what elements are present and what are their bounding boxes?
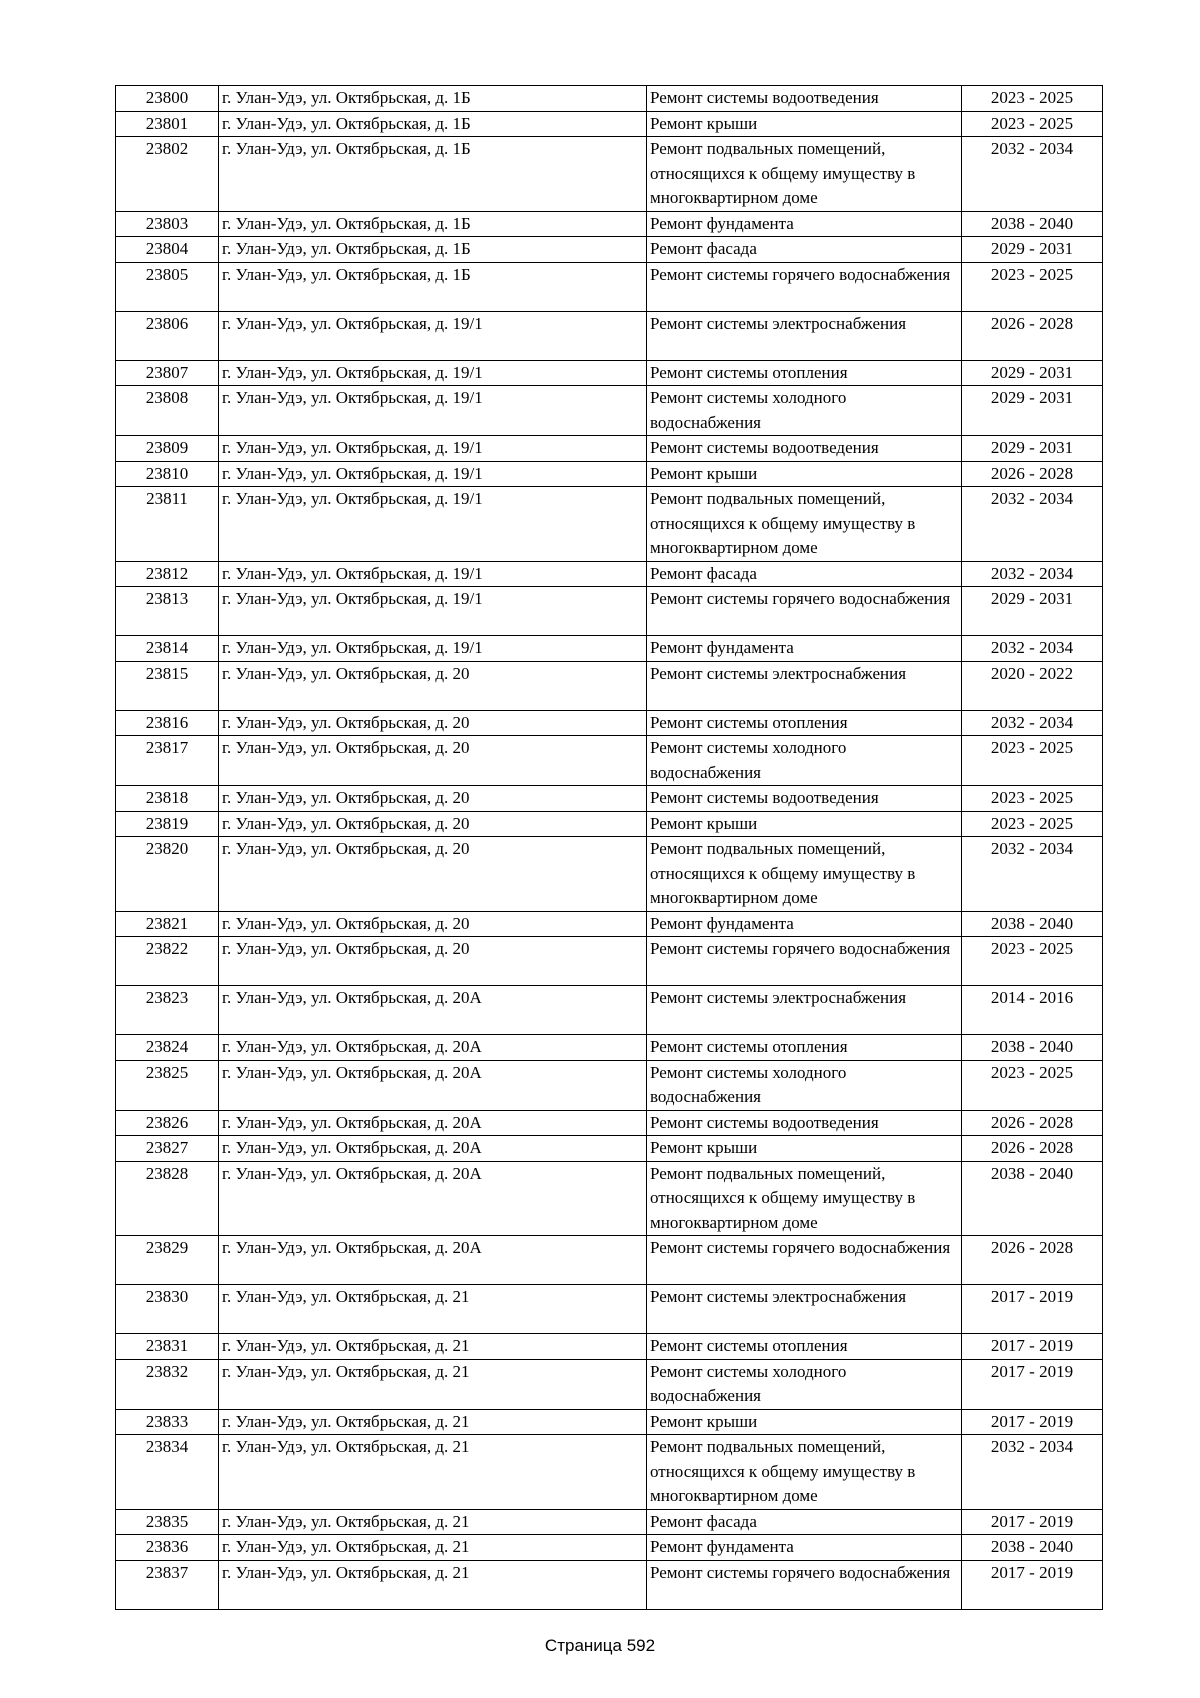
- row-address: г. Улан-Удэ, ул. Октябрьская, д. 19/1: [219, 360, 647, 386]
- row-address: г. Улан-Удэ, ул. Октябрьская, д. 20: [219, 786, 647, 812]
- row-period: 2026 - 2028: [962, 311, 1103, 360]
- row-number: 23807: [116, 360, 219, 386]
- row-period: 2017 - 2019: [962, 1409, 1103, 1435]
- row-period: 2017 - 2019: [962, 1509, 1103, 1535]
- table-body: [116, 86, 1103, 1610]
- row-address: г. Улан-Удэ, ул. Октябрьская, д. 21: [219, 1285, 647, 1334]
- row-period: 2017 - 2019: [962, 1285, 1103, 1334]
- row-period: 2032 - 2034: [962, 561, 1103, 587]
- row-work-type: Ремонт системы холодного водоснабжения: [647, 386, 962, 436]
- row-work-type: Ремонт фасада: [647, 1509, 962, 1535]
- table-row: [116, 262, 1103, 311]
- row-number: 23813: [116, 587, 219, 636]
- table-row: [116, 1409, 1103, 1435]
- row-period: 2023 - 2025: [962, 111, 1103, 137]
- table-row: [116, 360, 1103, 386]
- table-row: [116, 1035, 1103, 1061]
- row-work-type: Ремонт системы электроснабжения: [647, 986, 962, 1035]
- row-work-type: Ремонт системы отопления: [647, 1334, 962, 1360]
- table-row: [116, 1435, 1103, 1510]
- row-period: 2032 - 2034: [962, 137, 1103, 212]
- row-address: г. Улан-Удэ, ул. Октябрьская, д. 20: [219, 736, 647, 786]
- row-number: 23829: [116, 1236, 219, 1285]
- row-work-type: Ремонт фундамента: [647, 211, 962, 237]
- row-work-type: Ремонт фундамента: [647, 636, 962, 662]
- row-address: г. Улан-Удэ, ул. Октябрьская, д. 20: [219, 710, 647, 736]
- row-period: 2038 - 2040: [962, 211, 1103, 237]
- row-work-type: Ремонт системы горячего водоснабжения: [647, 587, 962, 636]
- row-period: 2029 - 2031: [962, 587, 1103, 636]
- row-work-type: Ремонт системы электроснабжения: [647, 661, 962, 710]
- row-address: г. Улан-Удэ, ул. Октябрьская, д. 19/1: [219, 587, 647, 636]
- table-row: [116, 786, 1103, 812]
- row-number: 23836: [116, 1535, 219, 1561]
- row-work-type: Ремонт фасада: [647, 561, 962, 587]
- row-address: г. Улан-Удэ, ул. Октябрьская, д. 19/1: [219, 436, 647, 462]
- row-period: 2038 - 2040: [962, 911, 1103, 937]
- row-number: 23827: [116, 1136, 219, 1162]
- row-number: 23804: [116, 237, 219, 263]
- row-number: 23817: [116, 736, 219, 786]
- row-work-type: Ремонт системы холодного водоснабжения: [647, 1359, 962, 1409]
- table-row: [116, 1285, 1103, 1334]
- table-row: [116, 986, 1103, 1035]
- row-work-type: Ремонт системы холодного водоснабжения: [647, 1060, 962, 1110]
- row-period: 2014 - 2016: [962, 986, 1103, 1035]
- table-row: [116, 311, 1103, 360]
- row-period: 2017 - 2019: [962, 1334, 1103, 1360]
- row-number: 23810: [116, 461, 219, 487]
- row-address: г. Улан-Удэ, ул. Октябрьская, д. 19/1: [219, 636, 647, 662]
- row-work-type: Ремонт подвальных помещений, относящихся к общему имуществу в многоквартирном доме: [647, 487, 962, 562]
- row-address: г. Улан-Удэ, ул. Октябрьская, д. 1Б: [219, 237, 647, 263]
- row-number: 23806: [116, 311, 219, 360]
- table-row: [116, 736, 1103, 786]
- row-address: г. Улан-Удэ, ул. Октябрьская, д. 20А: [219, 986, 647, 1035]
- row-address: г. Улан-Удэ, ул. Октябрьская, д. 20: [219, 937, 647, 986]
- row-number: 23802: [116, 137, 219, 212]
- row-period: 2023 - 2025: [962, 1060, 1103, 1110]
- row-work-type: Ремонт фасада: [647, 237, 962, 263]
- row-address: г. Улан-Удэ, ул. Октябрьская, д. 20А: [219, 1161, 647, 1236]
- table-row: [116, 1535, 1103, 1561]
- row-number: 23809: [116, 436, 219, 462]
- table-row: [116, 137, 1103, 212]
- row-number: 23820: [116, 837, 219, 912]
- row-address: г. Улан-Удэ, ул. Октябрьская, д. 20А: [219, 1110, 647, 1136]
- row-period: 2017 - 2019: [962, 1359, 1103, 1409]
- table-row: [116, 911, 1103, 937]
- row-period: 2026 - 2028: [962, 1110, 1103, 1136]
- row-address: г. Улан-Удэ, ул. Октябрьская, д. 21: [219, 1409, 647, 1435]
- row-work-type: Ремонт подвальных помещений, относящихся к общему имуществу в многоквартирном доме: [647, 837, 962, 912]
- row-work-type: Ремонт системы водоотведения: [647, 1110, 962, 1136]
- row-period: 2032 - 2034: [962, 636, 1103, 662]
- row-address: г. Улан-Удэ, ул. Октябрьская, д. 19/1: [219, 561, 647, 587]
- row-number: 23830: [116, 1285, 219, 1334]
- row-period: 2032 - 2034: [962, 1435, 1103, 1510]
- row-work-type: Ремонт системы холодного водоснабжения: [647, 736, 962, 786]
- row-number: 23814: [116, 636, 219, 662]
- row-period: 2032 - 2034: [962, 837, 1103, 912]
- row-number: 23832: [116, 1359, 219, 1409]
- row-number: 23825: [116, 1060, 219, 1110]
- table-row: [116, 636, 1103, 662]
- row-address: г. Улан-Удэ, ул. Октябрьская, д. 1Б: [219, 262, 647, 311]
- row-number: 23831: [116, 1334, 219, 1360]
- table-row: [116, 1060, 1103, 1110]
- table-row: [116, 487, 1103, 562]
- row-period: 2029 - 2031: [962, 360, 1103, 386]
- row-number: 23822: [116, 937, 219, 986]
- row-work-type: Ремонт системы горячего водоснабжения: [647, 1236, 962, 1285]
- row-address: г. Улан-Удэ, ул. Октябрьская, д. 20: [219, 811, 647, 837]
- row-period: 2023 - 2025: [962, 937, 1103, 986]
- table-row: [116, 436, 1103, 462]
- table-row: [116, 1161, 1103, 1236]
- table-row: [116, 111, 1103, 137]
- row-period: 2023 - 2025: [962, 262, 1103, 311]
- row-address: г. Улан-Удэ, ул. Октябрьская, д. 21: [219, 1435, 647, 1510]
- table-row: [116, 1334, 1103, 1360]
- row-address: г. Улан-Удэ, ул. Октябрьская, д. 20: [219, 837, 647, 912]
- row-work-type: Ремонт системы электроснабжения: [647, 311, 962, 360]
- row-period: 2038 - 2040: [962, 1161, 1103, 1236]
- table-row: [116, 1136, 1103, 1162]
- table-row: [116, 710, 1103, 736]
- table-row: [116, 837, 1103, 912]
- table-row: [116, 1509, 1103, 1535]
- row-address: г. Улан-Удэ, ул. Октябрьская, д. 1Б: [219, 211, 647, 237]
- row-number: 23816: [116, 710, 219, 736]
- row-address: г. Улан-Удэ, ул. Октябрьская, д. 20: [219, 911, 647, 937]
- row-work-type: Ремонт системы горячего водоснабжения: [647, 937, 962, 986]
- row-period: 2029 - 2031: [962, 436, 1103, 462]
- row-work-type: Ремонт фундамента: [647, 911, 962, 937]
- row-period: 2020 - 2022: [962, 661, 1103, 710]
- row-work-type: Ремонт системы отопления: [647, 360, 962, 386]
- row-number: 23805: [116, 262, 219, 311]
- row-work-type: Ремонт подвальных помещений, относящихся к общему имуществу в многоквартирном доме: [647, 1161, 962, 1236]
- table-row: [116, 237, 1103, 263]
- table-row: [116, 1110, 1103, 1136]
- row-work-type: Ремонт крыши: [647, 461, 962, 487]
- row-period: 2038 - 2040: [962, 1035, 1103, 1061]
- row-period: 2026 - 2028: [962, 1236, 1103, 1285]
- table-row: [116, 661, 1103, 710]
- row-number: 23826: [116, 1110, 219, 1136]
- row-period: 2023 - 2025: [962, 786, 1103, 812]
- row-work-type: Ремонт крыши: [647, 1409, 962, 1435]
- row-address: г. Улан-Удэ, ул. Октябрьская, д. 19/1: [219, 461, 647, 487]
- row-period: 2023 - 2025: [962, 811, 1103, 837]
- row-address: г. Улан-Удэ, ул. Октябрьская, д. 1Б: [219, 137, 647, 212]
- row-number: 23800: [116, 86, 219, 112]
- row-address: г. Улан-Удэ, ул. Октябрьская, д. 1Б: [219, 111, 647, 137]
- table-row: [116, 1560, 1103, 1609]
- row-work-type: Ремонт крыши: [647, 1136, 962, 1162]
- row-work-type: Ремонт фундамента: [647, 1535, 962, 1561]
- row-address: г. Улан-Удэ, ул. Октябрьская, д. 21: [219, 1560, 647, 1609]
- row-number: 23801: [116, 111, 219, 137]
- row-period: 2017 - 2019: [962, 1560, 1103, 1609]
- row-period: 2026 - 2028: [962, 1136, 1103, 1162]
- row-address: г. Улан-Удэ, ул. Октябрьская, д. 20А: [219, 1236, 647, 1285]
- table-row: [116, 86, 1103, 112]
- row-address: г. Улан-Удэ, ул. Октябрьская, д. 21: [219, 1509, 647, 1535]
- row-number: 23803: [116, 211, 219, 237]
- page-number: Страница 592: [544, 1636, 656, 1655]
- row-work-type: Ремонт системы отопления: [647, 1035, 962, 1061]
- row-address: г. Улан-Удэ, ул. Октябрьская, д. 20А: [219, 1035, 647, 1061]
- row-number: 23835: [116, 1509, 219, 1535]
- row-address: г. Улан-Удэ, ул. Октябрьская, д. 21: [219, 1535, 647, 1561]
- row-period: 2038 - 2040: [962, 1535, 1103, 1561]
- row-period: 2029 - 2031: [962, 386, 1103, 436]
- table-row: [116, 811, 1103, 837]
- row-number: 23824: [116, 1035, 219, 1061]
- row-number: 23812: [116, 561, 219, 587]
- row-number: 23834: [116, 1435, 219, 1510]
- row-number: 23818: [116, 786, 219, 812]
- row-work-type: Ремонт системы водоотведения: [647, 786, 962, 812]
- table-row: [116, 1236, 1103, 1285]
- row-period: 2029 - 2031: [962, 237, 1103, 263]
- row-period: 2032 - 2034: [962, 710, 1103, 736]
- table-row: [116, 386, 1103, 436]
- table-row: [116, 587, 1103, 636]
- row-period: 2026 - 2028: [962, 461, 1103, 487]
- repair-schedule-table: [115, 85, 1103, 1610]
- row-work-type: Ремонт крыши: [647, 811, 962, 837]
- table-row: [116, 561, 1103, 587]
- row-number: 23833: [116, 1409, 219, 1435]
- row-address: г. Улан-Удэ, ул. Октябрьская, д. 20А: [219, 1136, 647, 1162]
- row-work-type: Ремонт подвальных помещений, относящихся к общему имуществу в многоквартирном доме: [647, 1435, 962, 1510]
- row-number: 23821: [116, 911, 219, 937]
- row-address: г. Улан-Удэ, ул. Октябрьская, д. 20: [219, 661, 647, 710]
- row-number: 23823: [116, 986, 219, 1035]
- row-work-type: Ремонт крыши: [647, 111, 962, 137]
- row-address: г. Улан-Удэ, ул. Октябрьская, д. 21: [219, 1334, 647, 1360]
- row-work-type: Ремонт системы электроснабжения: [647, 1285, 962, 1334]
- row-work-type: Ремонт системы горячего водоснабжения: [647, 1560, 962, 1609]
- table-row: [116, 461, 1103, 487]
- row-number: 23837: [116, 1560, 219, 1609]
- row-address: г. Улан-Удэ, ул. Октябрьская, д. 20А: [219, 1060, 647, 1110]
- row-address: г. Улан-Удэ, ул. Октябрьская, д. 1Б: [219, 86, 647, 112]
- row-work-type: Ремонт подвальных помещений, относящихся к общему имуществу в многоквартирном доме: [647, 137, 962, 212]
- row-number: 23808: [116, 386, 219, 436]
- row-number: 23811: [116, 487, 219, 562]
- row-number: 23819: [116, 811, 219, 837]
- row-address: г. Улан-Удэ, ул. Октябрьская, д. 19/1: [219, 311, 647, 360]
- row-number: 23815: [116, 661, 219, 710]
- row-number: 23828: [116, 1161, 219, 1236]
- row-work-type: Ремонт системы отопления: [647, 710, 962, 736]
- row-address: г. Улан-Удэ, ул. Октябрьская, д. 19/1: [219, 487, 647, 562]
- row-work-type: Ремонт системы водоотведения: [647, 86, 962, 112]
- row-work-type: Ремонт системы водоотведения: [647, 436, 962, 462]
- row-period: 2023 - 2025: [962, 736, 1103, 786]
- row-period: 2032 - 2034: [962, 487, 1103, 562]
- row-address: г. Улан-Удэ, ул. Октябрьская, д. 21: [219, 1359, 647, 1409]
- row-work-type: Ремонт системы горячего водоснабжения: [647, 262, 962, 311]
- row-period: 2023 - 2025: [962, 86, 1103, 112]
- table-row: [116, 211, 1103, 237]
- row-address: г. Улан-Удэ, ул. Октябрьская, д. 19/1: [219, 386, 647, 436]
- table-row: [116, 937, 1103, 986]
- table-row: [116, 1359, 1103, 1409]
